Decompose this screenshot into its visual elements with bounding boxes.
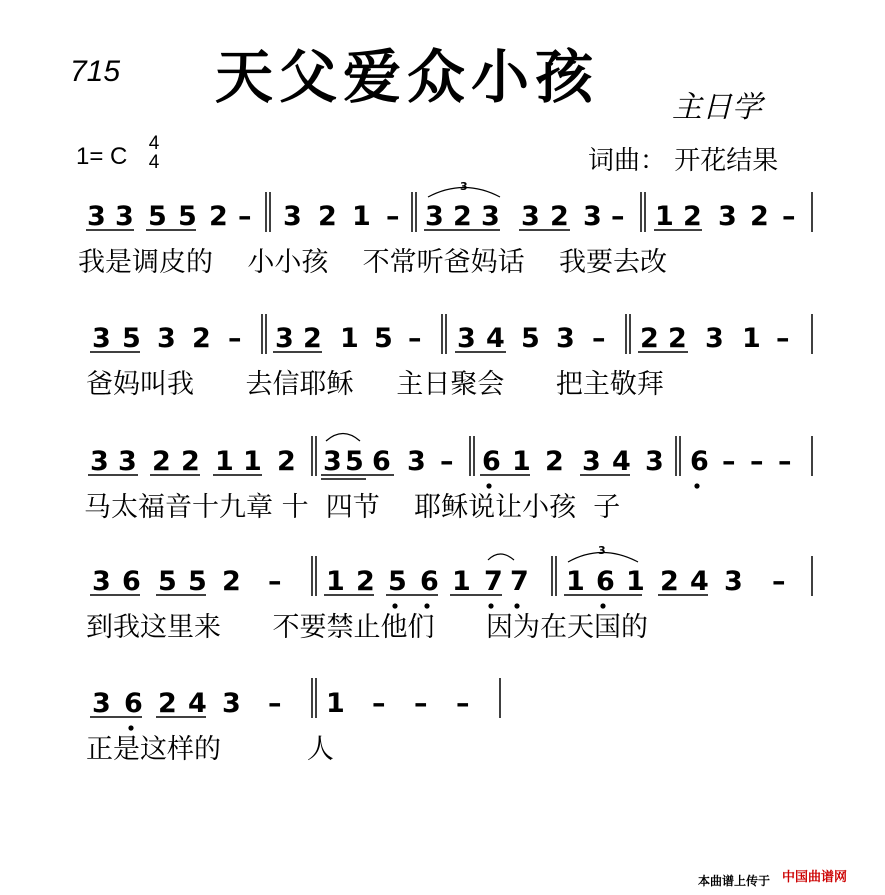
svg-text:–: – (456, 688, 470, 719)
svg-text:6: 6 (122, 566, 141, 597)
svg-text:2: 2 (158, 688, 177, 719)
svg-text:3: 3 (118, 446, 137, 477)
svg-text:1: 1 (566, 566, 585, 597)
svg-text:3: 3 (157, 323, 176, 354)
score-line-3 (88, 434, 812, 489)
svg-text:2: 2 (222, 566, 241, 597)
svg-text:5: 5 (388, 566, 407, 597)
score-line-2 (90, 314, 812, 354)
svg-text:–: – (386, 201, 400, 232)
svg-text:3: 3 (582, 446, 601, 477)
svg-text:2: 2 (181, 446, 200, 477)
key-signature: 1= C (76, 143, 128, 170)
svg-text:6: 6 (420, 566, 439, 597)
svg-text:1: 1 (512, 446, 531, 477)
svg-text:5: 5 (122, 323, 141, 354)
svg-text:–: – (782, 201, 796, 232)
svg-text:5: 5 (521, 323, 540, 354)
lyrics-line-3: 马太福音十九章 十 四节 耶稣说让小孩 子 (84, 492, 621, 523)
svg-text:3: 3 (705, 323, 724, 354)
svg-text:2: 2 (750, 201, 769, 232)
svg-text:4: 4 (188, 688, 207, 719)
svg-text:–: – (268, 566, 282, 597)
svg-text:3: 3 (92, 323, 111, 354)
svg-text:2: 2 (660, 566, 679, 597)
svg-text:3: 3 (275, 323, 294, 354)
svg-text:3: 3 (481, 201, 500, 232)
svg-text:6: 6 (124, 688, 143, 719)
svg-text:5: 5 (158, 566, 177, 597)
svg-text:5: 5 (178, 201, 197, 232)
svg-text:2: 2 (545, 446, 564, 477)
svg-text:5: 5 (148, 201, 167, 232)
svg-text:2: 2 (303, 323, 322, 354)
score-line-5 (90, 678, 500, 731)
svg-text:6: 6 (596, 566, 615, 597)
lyrics-line-5: 正是这样的 人 (86, 734, 334, 765)
svg-text:–: – (772, 566, 786, 597)
svg-text:3: 3 (407, 446, 426, 477)
upload-notice: 本曲谱上传于 (698, 874, 771, 888)
time-signature-bottom: 4 (148, 152, 160, 173)
svg-text:3: 3 (598, 544, 606, 557)
svg-text:4: 4 (486, 323, 505, 354)
svg-text:–: – (408, 323, 422, 354)
score-line-1 (86, 180, 812, 232)
svg-text:–: – (778, 446, 792, 477)
svg-text:3: 3 (90, 446, 109, 477)
svg-text:4: 4 (612, 446, 631, 477)
svg-text:5: 5 (345, 446, 364, 477)
svg-text:1: 1 (452, 566, 471, 597)
score-line-4 (90, 544, 812, 609)
svg-text:2: 2 (318, 201, 337, 232)
svg-text:2: 2 (209, 201, 228, 232)
svg-text:3: 3 (222, 688, 241, 719)
lyrics-line-2: 爸妈叫我 去信耶稣 主日聚会 把主敬拜 (86, 369, 664, 400)
svg-text:–: – (372, 688, 386, 719)
svg-text:5: 5 (188, 566, 207, 597)
svg-text:3: 3 (556, 323, 575, 354)
svg-text:3: 3 (645, 446, 664, 477)
lyrics-line-1: 我是调皮的 小小孩 不常听爸妈话 我要去改 (78, 247, 667, 278)
svg-text:1: 1 (340, 323, 359, 354)
svg-text:3: 3 (583, 201, 602, 232)
svg-text:–: – (592, 323, 606, 354)
svg-text:4: 4 (690, 566, 709, 597)
svg-text:2: 2 (453, 201, 472, 232)
svg-text:6: 6 (690, 446, 709, 477)
svg-text:1: 1 (742, 323, 761, 354)
site-logo: 中国曲谱网 (782, 870, 848, 885)
credit-label: 词曲： 开花结果 (588, 146, 779, 176)
svg-text:2: 2 (277, 446, 296, 477)
svg-text:–: – (750, 446, 764, 477)
svg-text:3: 3 (718, 201, 737, 232)
svg-text:3: 3 (425, 201, 444, 232)
svg-text:3: 3 (115, 201, 134, 232)
svg-text:1: 1 (326, 688, 345, 719)
svg-text:3: 3 (323, 446, 342, 477)
svg-text:2: 2 (152, 446, 171, 477)
svg-text:6: 6 (372, 446, 391, 477)
svg-text:5: 5 (374, 323, 393, 354)
svg-text:2: 2 (640, 323, 659, 354)
song-number: 715 (70, 55, 121, 88)
svg-text:–: – (414, 688, 428, 719)
lyrics-line-4: 到我这里来 不要禁止他们 因为在天国的 (86, 612, 648, 643)
svg-text:1: 1 (352, 201, 371, 232)
time-signature-top: 4 (148, 133, 160, 154)
svg-text:3: 3 (92, 566, 111, 597)
svg-text:1: 1 (655, 201, 674, 232)
svg-text:1: 1 (243, 446, 262, 477)
svg-text:3: 3 (521, 201, 540, 232)
song-title: 天父爱众小孩 (215, 43, 600, 111)
svg-text:3: 3 (87, 201, 106, 232)
svg-text:7: 7 (510, 566, 529, 597)
svg-text:2: 2 (683, 201, 702, 232)
svg-text:1: 1 (326, 566, 345, 597)
svg-text:2: 2 (668, 323, 687, 354)
svg-text:6: 6 (482, 446, 501, 477)
svg-text:2: 2 (192, 323, 211, 354)
svg-text:3: 3 (283, 201, 302, 232)
svg-text:2: 2 (550, 201, 569, 232)
svg-text:3: 3 (724, 566, 743, 597)
svg-text:3: 3 (457, 323, 476, 354)
svg-text:3: 3 (460, 180, 468, 193)
svg-text:–: – (440, 446, 454, 477)
svg-text:1: 1 (215, 446, 234, 477)
svg-text:7: 7 (484, 566, 503, 597)
svg-text:1: 1 (626, 566, 645, 597)
svg-text:–: – (228, 323, 242, 354)
svg-text:–: – (611, 201, 625, 232)
svg-text:–: – (268, 688, 282, 719)
svg-text:–: – (776, 323, 790, 354)
category-label: 主日学 (672, 90, 762, 125)
svg-text:3: 3 (92, 688, 111, 719)
svg-text:2: 2 (356, 566, 375, 597)
svg-text:–: – (238, 201, 252, 232)
svg-text:–: – (722, 446, 736, 477)
